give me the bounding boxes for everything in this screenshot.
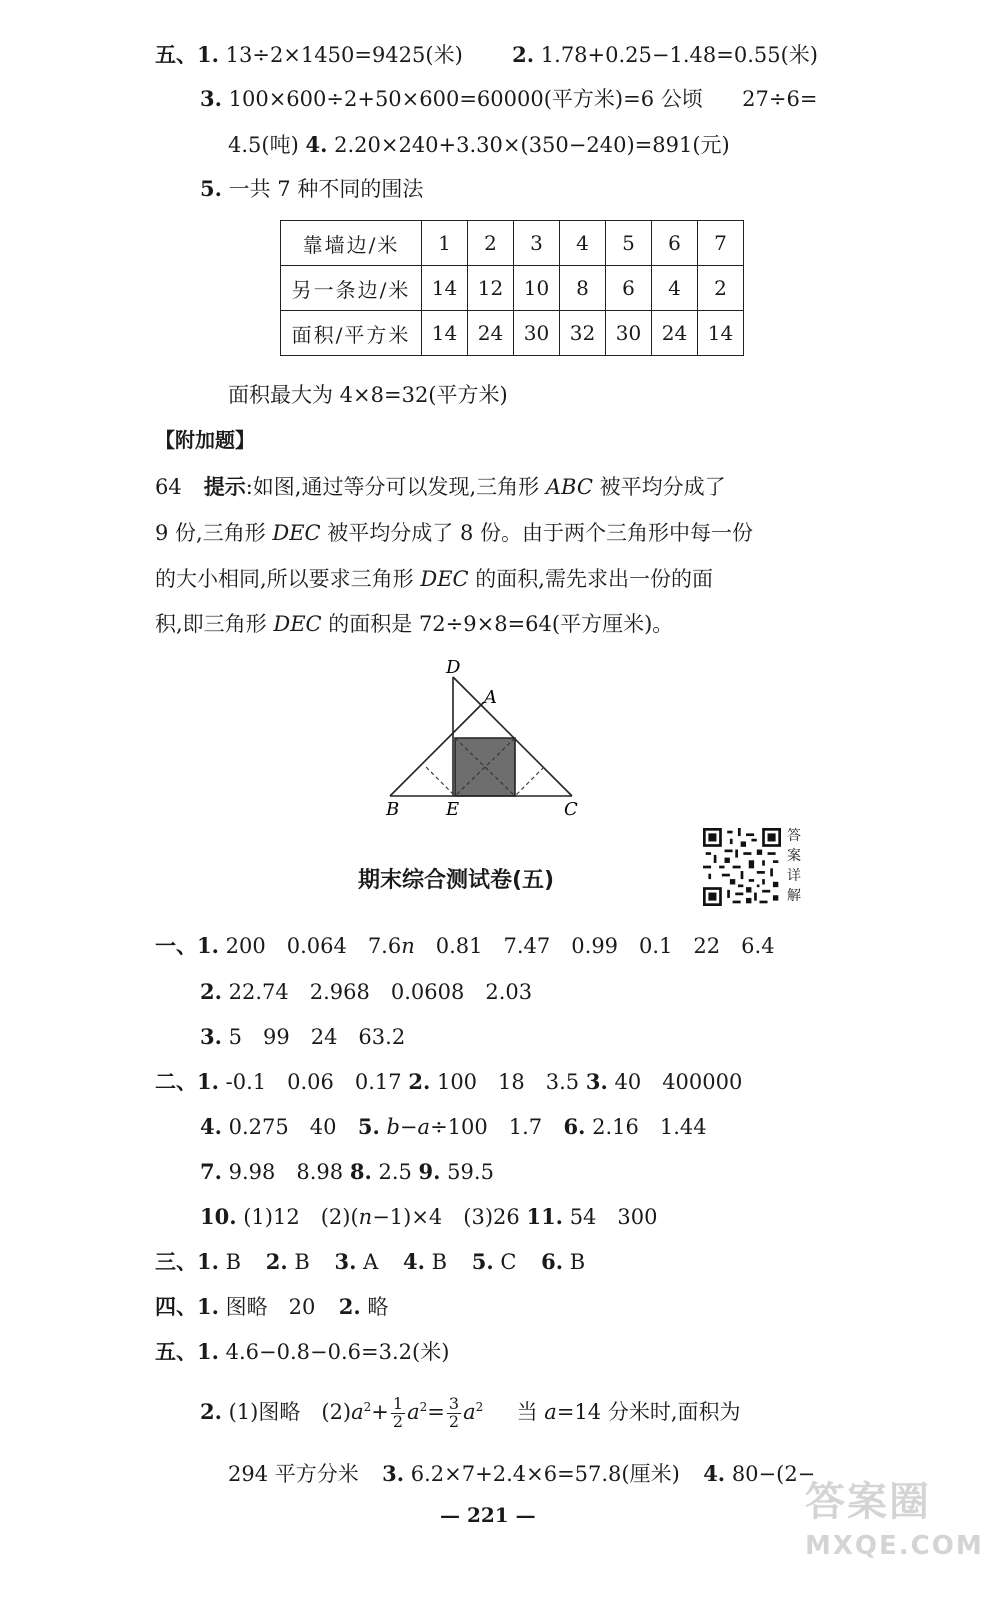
fraction-one-half — [391, 1396, 405, 1431]
table-cell: 32 — [560, 311, 606, 356]
variable: a — [544, 1400, 557, 1424]
table-cell: 2 — [468, 221, 514, 266]
answer-text: 1.78+0.25−1.48=0.55(米) — [540, 43, 818, 67]
answer-text: 9.98 8.98 — [228, 1160, 344, 1184]
answer-text: 27÷6= — [742, 87, 818, 111]
table-cell: 10 — [514, 266, 560, 311]
t5-s5-line1 — [155, 1341, 449, 1363]
item-number: 2. — [200, 979, 222, 1004]
item-number: 4. — [305, 132, 328, 157]
exponent: 2 — [363, 1400, 372, 1414]
answer-text: 22.74 2.968 0.0608 2.03 — [228, 980, 533, 1004]
row-header: 靠墙边/米 — [281, 221, 422, 266]
row-header: 面积/平方米 — [281, 311, 422, 356]
table-row — [281, 311, 744, 356]
item-number: 3. — [585, 1069, 608, 1094]
table-cell: 8 — [560, 266, 606, 311]
table-cell: 24 — [652, 311, 698, 356]
table-cell: 30 — [606, 311, 652, 356]
qr-caption-char: 答 — [787, 828, 801, 844]
t5-s1-line3 — [200, 1026, 405, 1048]
section-lead: 四、 — [155, 1294, 197, 1319]
table-cell: 4 — [560, 221, 606, 266]
section-lead: 三、 — [155, 1249, 197, 1274]
item-number: 5. — [200, 176, 222, 201]
answer-text: 80−(2− — [731, 1462, 816, 1486]
table-cell: 14 — [698, 311, 744, 356]
variable: a — [463, 1400, 476, 1424]
item-number: 1. — [197, 42, 219, 67]
bonus-line2 — [155, 523, 753, 544]
table-row — [281, 221, 744, 266]
choice-answer: B — [431, 1250, 448, 1274]
item-number: 11. — [526, 1204, 563, 1229]
answer-text: 40 400000 — [614, 1070, 743, 1094]
test-title: 期末综合测试卷(五) — [358, 868, 555, 893]
item-number: 7. — [200, 1159, 222, 1184]
table-row — [281, 266, 744, 311]
prev-s5-line2 — [200, 88, 817, 110]
section-lead: 一、 — [155, 933, 197, 958]
fraction-numerator: 3 — [448, 1394, 460, 1414]
answer-text: 2.20×240+3.30×(350−240)=891(元) — [334, 133, 730, 157]
triangle-dec: DEC — [420, 567, 469, 591]
variable: a — [417, 1115, 431, 1139]
fraction-three-halves — [447, 1396, 461, 1431]
bonus-line1 — [155, 477, 726, 498]
label-c: C — [564, 799, 578, 820]
section-lead: 五、 — [155, 1339, 197, 1364]
page-number: — 221 — — [440, 1503, 536, 1527]
table-cell: 3 — [514, 221, 560, 266]
item-number: 8. — [349, 1159, 372, 1184]
exponent: 2 — [419, 1400, 428, 1414]
fraction-denominator: 2 — [392, 1412, 404, 1431]
fraction-denominator: 2 — [448, 1412, 460, 1431]
label-d: D — [446, 657, 461, 678]
t5-s2-line1 — [155, 1071, 742, 1093]
fence-table — [280, 220, 744, 356]
table-cell: 12 — [468, 266, 514, 311]
answer-text: 一共 7 种不同的围法 — [228, 177, 424, 201]
answer-text: 0.81 7.47 0.99 0.1 22 6.4 — [414, 934, 775, 958]
item-number: 1. — [197, 1339, 219, 1364]
t5-s2-line2 — [200, 1116, 707, 1138]
choice-answer: B — [294, 1250, 310, 1274]
operator: = — [427, 1400, 445, 1424]
table-cell: 2 — [698, 266, 744, 311]
label-a: A — [484, 687, 497, 708]
table-conclusion: 面积最大为 4×8=32(平方米) — [228, 383, 508, 407]
qr-caption-char: 详 — [787, 868, 801, 884]
answer-text: −1)×4 (3)26 — [372, 1205, 520, 1229]
answer-text: 0.275 40 — [228, 1115, 337, 1139]
item-number: 6. — [563, 1114, 586, 1139]
qr-caption — [787, 826, 807, 906]
bonus-answer: 64 — [155, 475, 182, 499]
answer-text: 略 — [367, 1295, 389, 1319]
choice-answer: B — [569, 1250, 586, 1274]
item-number: 6. — [541, 1249, 564, 1274]
variable: n — [358, 1205, 373, 1229]
answer-text: 294 平方分米 — [228, 1462, 359, 1486]
item-number: 10. — [200, 1204, 237, 1229]
answer-text: 4.5(吨) — [228, 133, 299, 157]
choice-answer: B — [225, 1250, 242, 1274]
operator: + — [371, 1400, 389, 1424]
bonus-text: 的大小相同,所以要求三角形 — [155, 567, 421, 591]
bonus-text: 被平均分成了 — [592, 475, 726, 499]
answer-text: (1)图略 (2) — [228, 1400, 352, 1424]
answer-text: 13÷2×1450=9425(米) — [225, 43, 463, 67]
t5-s3-line — [155, 1251, 585, 1273]
variable: a — [351, 1400, 364, 1424]
table-cell: 14 — [422, 311, 468, 356]
item-number: 9. — [418, 1159, 441, 1184]
prev-s5-line3 — [228, 134, 730, 156]
dashed-line — [515, 767, 544, 796]
label-e: E — [446, 799, 460, 820]
bonus-text: 被平均分成了 8 份。由于两个三角形中每一份 — [320, 521, 754, 545]
item-number: 4. — [200, 1114, 222, 1139]
qr-caption-char: 解 — [787, 888, 801, 904]
item-number: 4. — [703, 1461, 726, 1486]
item-number: 3. — [200, 86, 222, 111]
item-number: 1. — [197, 1069, 219, 1094]
item-number: 2. — [512, 42, 535, 67]
answer-text: 2.5 — [378, 1160, 412, 1184]
t5-s2-line4 — [200, 1206, 658, 1228]
row-header: 另一条边/米 — [281, 266, 422, 311]
label-b: B — [386, 799, 400, 820]
triangle-dec: DEC — [272, 521, 321, 545]
exponent: 2 — [475, 1400, 484, 1414]
hint-label: 提示 — [203, 475, 246, 499]
item-number: 1. — [197, 1294, 219, 1319]
item-number: 2. — [200, 1399, 222, 1424]
answer-text: ÷100 1.7 — [430, 1115, 543, 1139]
answer-text: 100 18 3.5 — [436, 1070, 580, 1094]
choice-answer: A — [363, 1250, 379, 1274]
watermark-text: 答案圈 — [805, 1479, 931, 1525]
table-cell: 6 — [652, 221, 698, 266]
item-number: 2. — [408, 1069, 431, 1094]
bonus-line3 — [155, 569, 713, 590]
t5-s1-line1 — [155, 935, 775, 957]
item-number: 2. — [265, 1249, 288, 1274]
item-number: 1. — [197, 933, 219, 958]
bonus-text: :如图,通过等分可以发现,三角形 — [245, 475, 546, 499]
choice-answer: C — [500, 1250, 517, 1274]
section-lead: 二、 — [155, 1069, 197, 1094]
bonus-text: 的面积,需先求出一份的面 — [468, 567, 713, 591]
watermark — [805, 1470, 984, 1561]
variable: a — [407, 1400, 420, 1424]
t5-s1-line2 — [200, 981, 532, 1003]
prev-s5-line4 — [200, 178, 423, 200]
answer-text: 100×600÷2+50×600=60000(平方米)=6 公顷 — [228, 87, 703, 111]
triangle-diagram — [380, 655, 610, 825]
t5-s5-line3 — [228, 1463, 815, 1485]
answer-text: =14 分米时,面积为 — [556, 1400, 741, 1424]
item-number: 1. — [197, 1249, 219, 1274]
bonus-line4 — [155, 614, 673, 635]
table-cell: 24 — [468, 311, 514, 356]
answer-text: 4.6−0.8−0.6=3.2(米) — [225, 1340, 450, 1364]
fraction-numerator: 1 — [392, 1394, 404, 1414]
qr-code[interactable] — [703, 828, 781, 906]
triangle-dec: DEC — [273, 612, 322, 636]
item-number: 5. — [471, 1249, 494, 1274]
table-cell: 14 — [422, 266, 468, 311]
section-lead: 五、 — [155, 42, 197, 67]
table-cell: 5 — [606, 221, 652, 266]
answer-text: 2.16 1.44 — [592, 1115, 707, 1139]
item-number: 3. — [200, 1024, 222, 1049]
t5-s4-line — [155, 1296, 388, 1318]
t5-s2-line3 — [200, 1161, 494, 1183]
item-number: 3. — [382, 1461, 405, 1486]
item-number: 5. — [357, 1114, 380, 1139]
prev-s5-line1 — [155, 44, 818, 66]
answer-text: 5 99 24 63.2 — [228, 1025, 406, 1049]
answer-text: -0.1 0.06 0.17 — [225, 1070, 402, 1094]
table-cell: 1 — [422, 221, 468, 266]
bonus-text: 9 份,三角形 — [155, 521, 273, 545]
table-cell: 6 — [606, 266, 652, 311]
triangle-abc: ABC — [545, 475, 593, 499]
answer-text: 54 300 — [569, 1205, 658, 1229]
answer-text: 200 0.064 7.6 — [225, 934, 402, 958]
watermark-text: MXQE.COM — [805, 1531, 984, 1561]
answer-text: 图略 20 — [225, 1295, 316, 1319]
answer-text: 当 — [516, 1400, 545, 1424]
answer-text: (1)12 (2)( — [243, 1205, 359, 1229]
t5-s5-line2 — [200, 1385, 741, 1434]
item-number: 2. — [338, 1294, 361, 1319]
dashed-line — [426, 767, 455, 796]
operator: − — [399, 1115, 418, 1139]
variable: n — [401, 934, 415, 958]
answer-text: 6.2×7+2.4×6=57.8(厘米) — [410, 1462, 680, 1486]
table-cell: 30 — [514, 311, 560, 356]
item-number: 4. — [402, 1249, 425, 1274]
qr-caption-char: 案 — [787, 848, 801, 864]
item-number: 3. — [334, 1249, 357, 1274]
bonus-text: 的面积是 72÷9×8=64(平方厘米)。 — [321, 612, 674, 636]
variable: b — [386, 1115, 400, 1139]
bonus-text: 积,即三角形 — [155, 612, 274, 636]
bonus-title: 【附加题】 — [155, 428, 255, 452]
table-cell: 7 — [698, 221, 744, 266]
table-cell: 4 — [652, 266, 698, 311]
answer-text: 59.5 — [447, 1160, 494, 1184]
